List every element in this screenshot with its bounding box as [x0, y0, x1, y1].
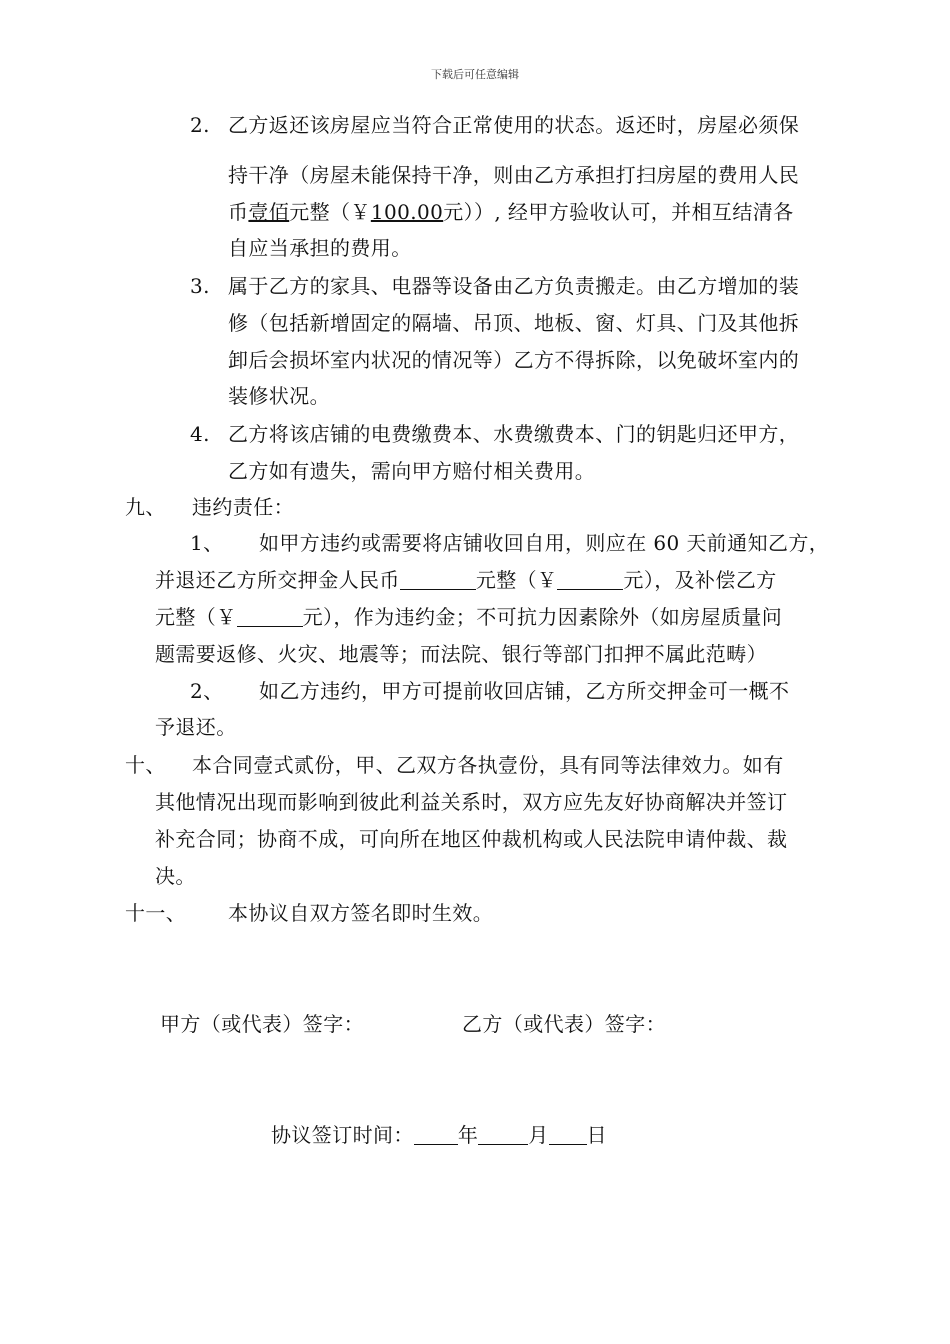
item-3-line-4: 装修状况。 [228, 384, 330, 408]
item-3-number: 3. [190, 274, 210, 298]
section-10-number: 十、 [125, 753, 166, 777]
deposit-amount-blank[interactable] [400, 571, 476, 590]
item-4-number: 4. [190, 422, 210, 446]
item-2-line-1: 乙方返还该房屋应当符合正常使用的状态。返还时，房屋必须保 [228, 113, 800, 137]
section-11-text: 本协议自双方签名即时生效。 [228, 901, 494, 925]
item-2-line-4: 自应当承担的费用。 [228, 236, 412, 260]
text-segment: 元整（￥ [475, 568, 558, 592]
clause-1-line-4: 题需要返修、火灾、地震等；而法院、银行等部门扣押不属此范畴） [155, 642, 767, 666]
text-segment: 元整（￥ [155, 605, 237, 629]
item-4-line-2: 乙方如有遗失，需向甲方赔付相关费用。 [228, 459, 596, 483]
day-label: 日 [586, 1123, 608, 1147]
amount-in-figures: 100.00 [370, 200, 444, 224]
clause-2-number: 2、 [190, 679, 224, 703]
penalty-figure-blank[interactable] [237, 608, 303, 627]
section-10-line-2: 其他情况出现而影响到彼此利益关系时，双方应先友好协商解决并签订 [155, 790, 788, 814]
year-blank[interactable] [414, 1126, 458, 1145]
clause-1-number: 1、 [190, 531, 224, 555]
item-3-line-1: 属于乙方的家具、电器等设备由乙方负责搬走。由乙方增加的装 [228, 274, 800, 298]
text-segment: 元），作为违约金；不可抗力因素除外（如房屋质量问 [302, 605, 783, 629]
item-3-line-2: 修（包括新增固定的隔墙、吊顶、地板、窗、灯具、门及其他拆 [228, 311, 800, 335]
year-label: 年 [457, 1123, 479, 1147]
text-segment: 并退还乙方所交押金人民币 [155, 568, 400, 592]
text-segment: 元整（￥ [289, 200, 371, 224]
clause-2-line-2: 予退还。 [155, 715, 237, 739]
month-blank[interactable] [478, 1126, 528, 1145]
party-b-signature-label: 乙方（或代表）签字： [462, 1012, 666, 1036]
item-4-line-1: 乙方将该店铺的电费缴费本、水费缴费本、门的钥匙归还甲方， [228, 422, 800, 446]
party-a-signature-label: 甲方（或代表）签字： [160, 1012, 364, 1036]
text-segment: 元））, 经甲方验收认可，并相互结清各 [443, 200, 794, 224]
date-label: 协议签订时间： [271, 1123, 414, 1147]
section-10-line-1: 本合同壹式贰份，甲、乙双方各执壹份，具有同等法律效力。如有 [192, 753, 784, 777]
section-9-title: 违约责任： [192, 495, 294, 519]
clause-1-line-2 [155, 570, 777, 590]
signing-date-line [271, 1125, 607, 1145]
section-10-line-4: 决。 [155, 864, 196, 888]
deposit-figure-blank[interactable] [557, 571, 623, 590]
section-11-number: 十一、 [125, 901, 187, 925]
text-segment: 币 [228, 200, 249, 224]
amount-in-words: 壹佰 [248, 200, 290, 224]
text-segment: 元），及补偿乙方 [623, 568, 777, 592]
item-2-line-2: 持干净（房屋未能保持干净，则由乙方承担打扫房屋的费用人民 [228, 163, 800, 187]
section-10-line-3: 补充合同；协商不成，可向所在地区仲裁机构或人民法院申请仲裁、裁 [155, 827, 788, 851]
clause-1-line-3 [155, 607, 782, 627]
section-9-number: 九、 [125, 495, 166, 519]
item-3-line-3: 卸后会损坏室内状况的情况等）乙方不得拆除，以免破坏室内的 [228, 348, 800, 372]
day-blank[interactable] [549, 1126, 587, 1145]
month-label: 月 [528, 1123, 549, 1147]
item-2-number: 2. [190, 113, 210, 137]
clause-1-line-1: 如甲方违约或需要将店铺收回自用，则应在 60 天前通知乙方， [259, 531, 830, 555]
page-header: 下载后可任意编辑 [431, 68, 519, 81]
clause-2-line-1: 如乙方违约，甲方可提前收回店铺，乙方所交押金可一概不 [259, 679, 790, 703]
item-2-line-3 [228, 202, 794, 222]
